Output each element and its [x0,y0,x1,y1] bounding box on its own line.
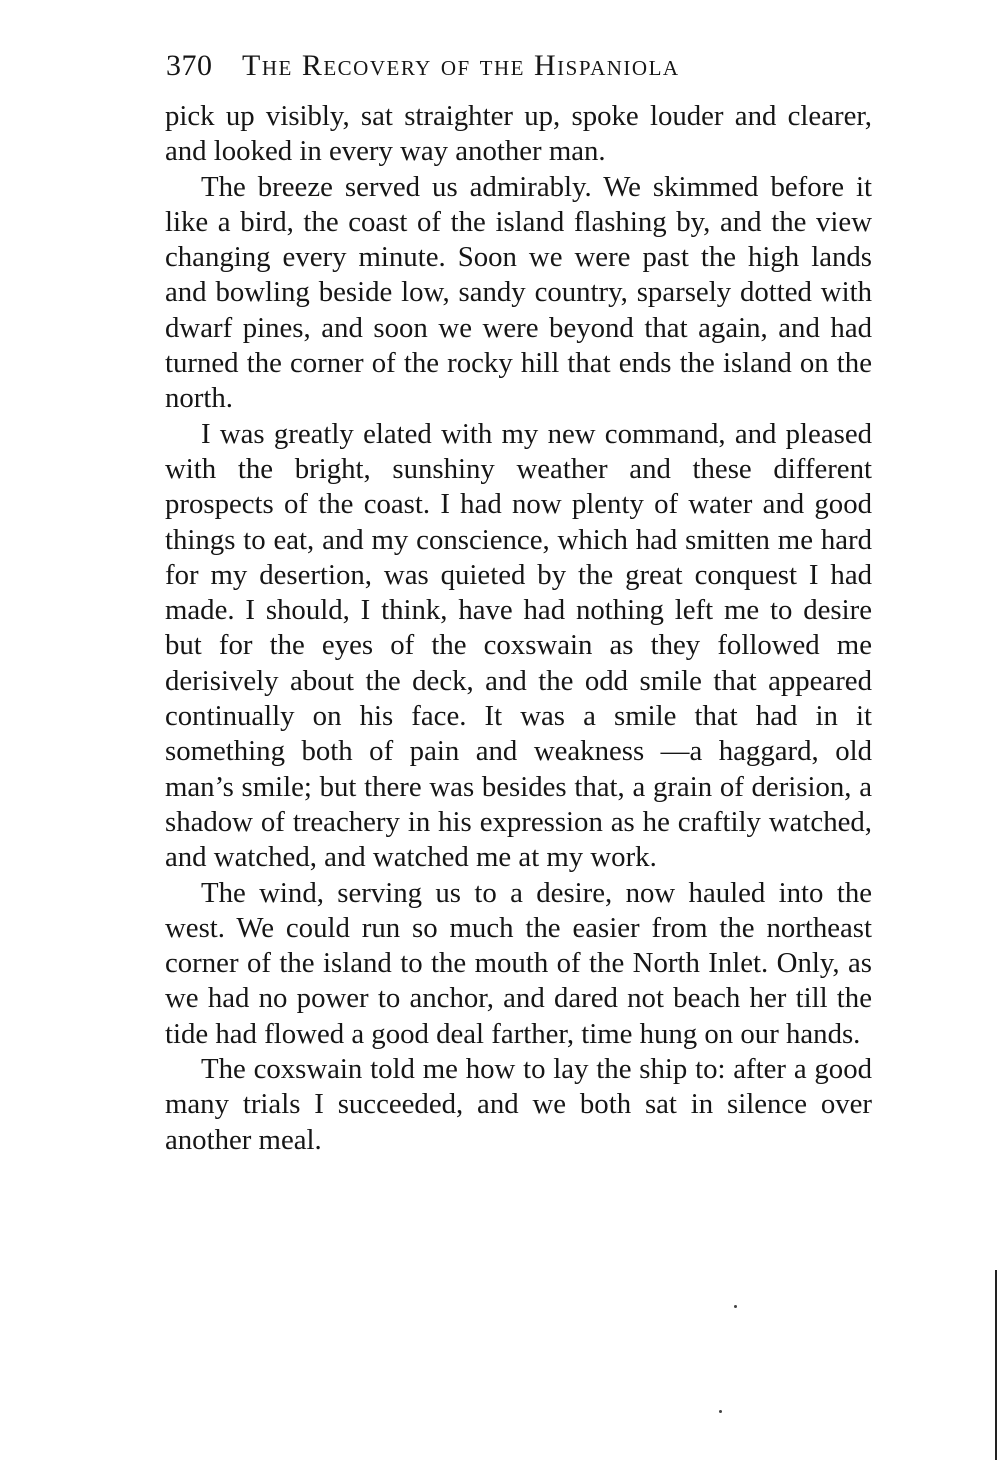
scan-binding-edge [995,1270,997,1460]
running-head [166,48,886,84]
paragraph-wind: The wind, serving us to a desire, now hauled into the west. We could run so much the easier from the northeast corner of the island to the mouth of the North Inlet. Only, as we had no power to anchor, and dared not beach her till the tide had flowed a good deal farther, time hung on our hands. [165,876,872,1050]
paragraph-elated: I was greatly elated with my new command, and pleased with the bright, sunshiny weather and these different prospects of the coast. I had now plenty of water and good things to eat, and my conscience, which had smitten me hard for my desertion, was quieted by the great conquest I had made. I should, I think, have had nothing left me to desire but for the eyes of the coxswain as they followed me derisively about the deck, and the odd smile that appeared continually on his face. It was a smile that had in it something both of pain and weakness —a haggard, old man’s smile; but there was besides that, a grain of derision, a shadow of treachery in his expression as he craftily watched, and watched, and watched me at my work. [165,417,872,874]
running-head-title: The Recovery of the Hispaniola [242,49,680,82]
body-text [165,99,872,1158]
paragraph-continued: pick up visibly, sat straighter up, spoke louder and clearer, and looked in every way another man. [165,100,872,168]
page-number: 370 [166,49,213,82]
scan-speck [734,1305,737,1308]
paragraph-coxswain: The coxswain told me how to lay the ship to: after a good many trials I succeeded, and we both sat in silence over another meal. [165,1053,872,1156]
scan-speck [719,1410,722,1413]
paragraph-breeze: The breeze served us admirably. We skimmed before it like a bird, the coast of the island flashing by, and the view changing every minute. Soon we were past the high lands and bowling beside low, sandy country, sparsely dotted with dwarf pines, and soon we were beyond that again, and had turned the corner of the rocky hill that ends the island on the north. [165,170,872,415]
